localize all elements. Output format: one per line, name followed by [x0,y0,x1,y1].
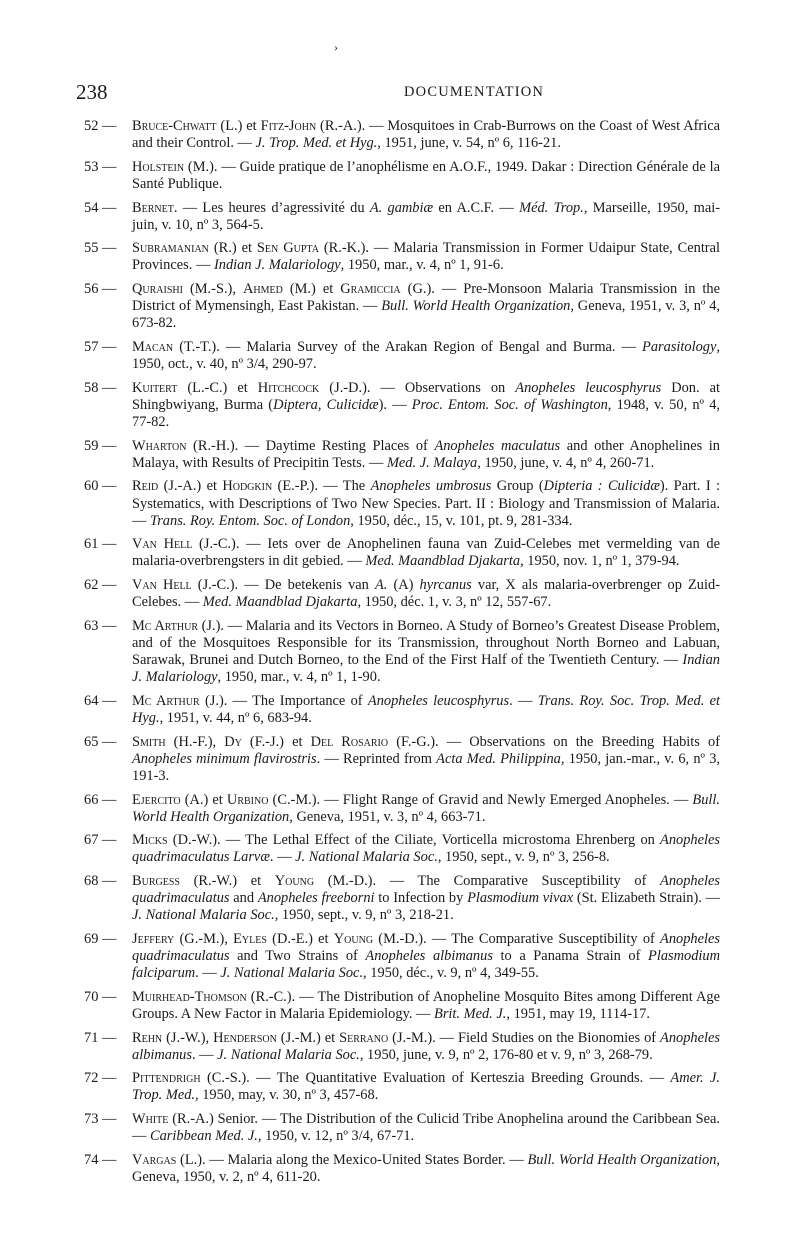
author-name: Holstein [132,158,185,175]
reference-text: and [229,890,258,907]
reference-text: , 1950, v. 12, nº 3/4, 67-71. [257,1128,415,1145]
reference-number: 57 — [84,339,117,355]
reference-text: , 1950, mar., v. 4, nº 1, 91-6. [340,257,504,274]
journal-or-taxon-text: Med. Maandblad Djakarta [365,553,521,570]
reference-text: , 1950, déc. 1, v. 3, nº 12, 557-67. [357,594,552,611]
reference-text: (M.). — Guide pratique de l’anophélisme en A.O.F., 1949. Dakar : Direction Générale de la Santé Publique. [132,158,720,192]
journal-or-taxon-text: Anopheles quadrimaculatus [132,930,720,965]
author-name: Mc Arthur [132,692,200,709]
reference-number: 63 — [84,617,117,634]
reference-text: (J.-D.). — Observations on [319,379,516,396]
reference-text: (D.-E.) et [266,930,334,947]
author-name: Hodgkin [222,478,273,495]
author-name: Jeffery [132,930,175,947]
reference-number: 71 — [84,1029,117,1046]
reference-text: , Geneva, 1951, v. 3, nº 4, 663-71. [289,808,486,825]
author-name: Quraishi [132,281,183,298]
author-name: Serrano [339,1029,389,1046]
reference-text: ). — [378,396,412,413]
reference-text: , 1950, sept., v. 9, nº 3, 256-8. [437,849,610,866]
journal-or-taxon-text: Plasmodium vivax [467,890,574,907]
reference-text: , 1950, sept., v. 9, nº 3, 218-21. [274,907,454,924]
author-name: Macan [132,339,174,355]
author-name: Bernet [132,199,174,216]
author-name: Van Hell [132,536,193,553]
reference-text: , 1950, oct., v. 40, nº 3/4, 290-97. [132,339,720,373]
author-name: Gramiccia [340,281,401,298]
reference-number: 68 — [84,873,117,890]
journal-or-taxon-text: Anopheles umbrosus [370,478,492,495]
reference-text: and Two Strains of [229,948,366,965]
reference-text: , 1950, june, v. 4, nº 4, 260-71. [477,454,655,471]
author-name: Eyles [233,930,267,947]
reference-text: (F.-G.). — Observations on the Breeding Habits of [388,733,720,750]
reference-number: 61 — [84,536,117,553]
reference-item [84,577,720,611]
journal-or-taxon-text: Anopheles quadrimaculatus Larvæ [132,832,720,866]
reference-text: , 1951, june, v. 54, nº 6, 116-21. [377,135,561,152]
reference-text: . — [269,849,296,866]
reference-item [84,989,720,1023]
reference-item [84,240,720,274]
reference-text: (M.-D.). — The Comparative Susceptibility of [314,873,661,890]
author-name: Reid [132,478,159,495]
reference-text: (L.-C.) et [177,379,258,396]
reference-text: , Geneva, 1951, v. 3, nº 4, 673-82. [132,298,720,332]
author-name: Vargas [132,1151,177,1168]
journal-or-taxon-text: Anopheles freeborni [257,890,375,907]
author-name: Sen Gupta [256,240,319,257]
journal-or-taxon-text: Dipteria : Culicidæ [543,478,660,495]
reference-text: , 1951, may 19, 1114-17. [506,1005,650,1022]
reference-number: 60 — [84,478,117,495]
reference-number: 66 — [84,791,117,808]
reference-item [84,792,720,826]
reference-item [84,478,720,529]
journal-or-taxon-text: Bull. World Health Organization [527,1151,717,1168]
reference-number: 62 — [84,577,117,594]
reference-text: (J.-A.) et [158,478,223,495]
reference-text: . — [509,692,538,709]
reference-text: , 1950, mar., v. 4, nº 1, 1-90. [217,669,381,686]
reference-text: , 1951, v. 44, nº 6, 683-94. [159,709,312,726]
reference-number: 65 — [84,733,117,750]
author-name: Mc Arthur [132,617,198,634]
journal-or-taxon-text: Trans. Roy. Entom. Soc. of London [150,512,351,529]
journal-or-taxon-text: Bull. World Health Organization [132,791,720,825]
reference-text: , 1950, may, v. 30, nº 3, 457-68. [195,1087,379,1104]
reference-text: . — Les heures d’agressivité du [173,199,370,216]
journal-or-taxon-text: Anopheles albimanus [132,1029,720,1063]
reference-text: (R.-A.). — Mosquitoes in Crab-Burrows on the Coast of West Africa and their Control. — [132,118,720,152]
journal-or-taxon-text: A. [374,577,388,594]
reference-item [84,618,720,686]
journal-or-taxon-text: Anopheles leucosphyrus [515,379,662,396]
author-name: Muirhead-Thomson [132,988,247,1005]
author-name: Micks [132,832,168,849]
reference-text: (J.-C.). — De betekenis van [191,577,375,594]
journal-or-taxon-text: Caribbean Med. J. [150,1128,258,1145]
running-head: DOCUMENTATION [404,84,545,100]
reference-item [84,832,720,866]
journal-or-taxon-text: Anopheles maculatus [434,437,561,454]
journal-or-taxon-text: Trans. Roy. Soc. Trop. Med. et Hyg. [132,692,721,726]
reference-text: (M.-S.), [182,281,243,298]
reference-text: (G.-M.), [174,930,234,947]
reference-number: 72 — [84,1070,117,1087]
journal-or-taxon-text: Acta Med. Philippina [436,750,561,767]
journal-or-taxon-text: J. National Malaria Soc. [220,965,364,982]
reference-text: , 1950, nov. 1, nº 1, 379-94. [520,553,680,570]
journal-or-taxon-text: hyrcanus [419,577,472,594]
journal-or-taxon-text: Anopheles leucosphyrus [367,692,510,709]
journal-or-taxon-text: J. National Malaria Soc. [217,1046,360,1063]
reference-number: 73 — [84,1111,117,1128]
journal-or-taxon-text: J. National Malaria Soc. [132,907,275,924]
reference-number: 70 — [84,988,117,1005]
reference-text: (R.-C.). — The Distribution of Anopheline Mosquito Bites among Different Age Groups. A New Factor in Malaria Epidemiology. — [132,988,720,1022]
author-name: Young [333,930,374,947]
journal-or-taxon-text: Amer. J. Trop. Med. [132,1070,720,1104]
reference-item [84,339,720,373]
reference-text: (R.-K.). — Malaria Transmission in Former Udaipur State, Central Provinces. — [132,240,720,274]
author-name: Del Rosario [310,733,389,750]
reference-item [84,734,720,785]
reference-text: (C.-S.). — The Quantitative Evaluation of Kerteszia Breeding Grounds. — [200,1070,671,1087]
author-name: Smith [132,733,166,750]
reference-text: . — [191,1046,218,1063]
author-name: Rehn [132,1029,163,1046]
reference-text: (J.-M.) et [276,1029,340,1046]
reference-text: (R.) et [208,240,257,257]
reference-text: (R.-H.). — Daytime Resting Places of [186,437,435,454]
reference-text: Don. at Shingbwiyang, Burma ( [132,379,720,413]
reference-text: , 1948, v. 50, nº 4, 77-82. [132,396,721,430]
reference-text: (J.-M.). — Field Studies on the Bionomies of [388,1029,661,1046]
reference-item [84,536,720,570]
reference-text: (C.-M.). — Flight Range of Gravid and Newly Emerged Anopheles. — [268,791,693,808]
reference-text: (T.-T.). — Malaria Survey of the Arakan Region of Bengal and Burma. — [173,339,643,355]
author-name: Subramanian [132,240,209,257]
reference-text: to a Panama Strain of [492,948,649,965]
reference-item [84,1152,720,1186]
journal-or-taxon-text: A. gambiæ [369,199,434,216]
reference-item [84,931,720,982]
journal-or-taxon-text: Anopheles minimum flavirostris [132,750,317,767]
reference-text: (E.-P.). — The [272,478,371,495]
reference-text: . — Reprinted from [316,750,437,767]
page-header [76,80,726,104]
reference-item [84,1030,720,1064]
author-name: Fitz-John [260,118,317,134]
reference-text: (L.) et [216,118,261,134]
journal-or-taxon-text: J. Trop. Med. et Hyg. [255,135,378,152]
author-name: White [132,1111,169,1128]
journal-or-taxon-text: Plasmodium falciparum [132,948,720,982]
journal-or-taxon-text: Méd. Trop. [519,199,584,216]
reference-number: 53 — [84,158,117,175]
reference-text: and other Anophelines in Malaya, with Results of Precipitin Tests. — [132,437,720,471]
reference-number: 74 — [84,1151,117,1168]
reference-number: 67 — [84,832,117,849]
reference-item [84,281,720,332]
reference-text: (St. Elizabeth Strain). — [573,890,720,907]
author-name: Hitchcock [257,379,320,396]
journal-or-taxon-text: Brit. Med. J. [434,1005,507,1022]
journal-or-taxon-text: Med. J. Malaya [386,454,478,471]
reference-text: (R.-A.) Senior. — The Distribution of the Culicid Tribe Anophelina around the Caribbean Sea. — [132,1111,720,1145]
journal-or-taxon-text: Anopheles quadrimaculatus [132,873,720,907]
reference-text: (M.) et [282,281,341,298]
journal-or-taxon-text: Med. Maandblad Djakarta [202,594,358,611]
reference-number: 56 — [84,281,117,298]
reference-list [84,118,720,1193]
reference-text: (A) [387,577,420,594]
reference-item [84,693,720,727]
reference-text: (M.-D.). — The Comparative Susceptibility of [373,930,661,947]
author-name: Van Hell [132,577,192,594]
reference-item [84,873,720,924]
reference-text: (R.-W.) et [179,873,275,890]
reference-text: , 1950, déc., 15, v. 101, pt. 9, 281-334. [350,512,573,529]
reference-number: 69 — [84,930,117,947]
reference-item [84,200,720,234]
journal-or-taxon-text: J. National Malaria Soc. [295,849,438,866]
author-name: Henderson [213,1029,277,1046]
reference-text: en A.C.F. — [433,199,520,216]
reference-item [84,380,720,431]
reference-item [84,159,720,193]
author-name: Dy [224,733,242,750]
journal-or-taxon-text: Indian J. Malariology [213,257,341,274]
page-number: 238 [76,80,108,104]
author-name: Urbino [226,791,269,808]
reference-item [84,1070,720,1104]
reference-text: (L.). — Malaria along the Mexico-United States Border. — [176,1151,528,1168]
reference-text: (G.). — Pre-Monsoon Malaria Transmission in the District of Mymensingh, East Pakistan. — [132,281,720,315]
author-name: Burgess [132,873,180,890]
reference-number: 59 — [84,437,117,454]
reference-text: (J.). — Malaria and its Vectors in Borneo. A Study of Borneo’s Greatest Disease Problem, and of the Mosquitoes Responsible for its Transmission, throughout North Borneo and Labuan, Sarawak, Brunei and Dutch Borneo, to the End of the First Half of the Twentieth Century. — [132,617,720,669]
author-name: Kuitert [132,379,178,396]
top-mark: › [334,40,338,54]
reference-number: 64 — [84,692,117,709]
reference-text: ). Part. I : Systematics, with Descriptions of Two New Species. Part. II : Biology and Transmission of Malaria. — [132,478,720,529]
author-name: Pittendrigh [132,1070,201,1087]
reference-text: (J.). — The Importance of [199,692,368,709]
reference-text: (J.-W.), [162,1029,214,1046]
reference-text: . — [195,965,221,982]
journal-or-taxon-text: Bull. World Health Organization [381,298,571,315]
reference-item [84,118,720,152]
reference-number: 58 — [84,379,117,396]
reference-text: var, X als malaria-overbrenger op Zuid-Celebes. — [132,577,720,611]
reference-item [84,438,720,472]
reference-text: (J.-C.). — Iets over de Anophelinen fauna van Zuid-Celebes met vermelding van de malaria-overbrengsters in dit gebied. — [132,536,720,570]
author-name: Wharton [132,437,187,454]
author-name: Young [274,873,315,890]
reference-text: Group ( [491,478,544,495]
journal-or-taxon-text: Anopheles albimanus [365,948,493,965]
reference-number: 52 — [84,118,117,134]
reference-text: , 1950, june, v. 9, nº 2, 176-80 et v. 9, nº 3, 268-79. [359,1046,653,1063]
reference-text: (A.) et [180,791,227,808]
reference-text: , 1950, déc., v. 9, nº 4, 349-55. [363,965,539,982]
reference-text: , Geneva, 1950, v. 2, nº 4, 611-20. [132,1151,721,1186]
reference-number: 54 — [84,199,117,216]
reference-item [84,1111,720,1145]
author-name: Ahmed [242,281,283,298]
journal-or-taxon-text: Diptera, Culicidæ [273,396,379,413]
journal-or-taxon-text: Proc. Entom. Soc. of Washington [411,396,608,413]
reference-text: , Marseille, 1950, mai-juin, v. 10, nº 3, 564-5. [132,199,721,233]
reference-text: to Infection by [374,890,468,907]
journal-or-taxon-text: Indian J. Malariology [132,652,720,686]
reference-text: (F.-J.) et [241,733,311,750]
reference-number: 55 — [84,240,117,257]
author-name: Bruce-Chwatt [132,118,217,134]
author-name: Ejercito [132,791,181,808]
reference-text: (D.-W.). — The Lethal Effect of the Ciliate, Vorticella microstoma Ehrenberg on [167,832,661,849]
reference-text: (H.-F.), [165,733,225,750]
journal-or-taxon-text: Parasitology [642,339,717,355]
reference-text: , 1950, jan.-mar., v. 6, nº 3, 191-3. [132,750,720,784]
